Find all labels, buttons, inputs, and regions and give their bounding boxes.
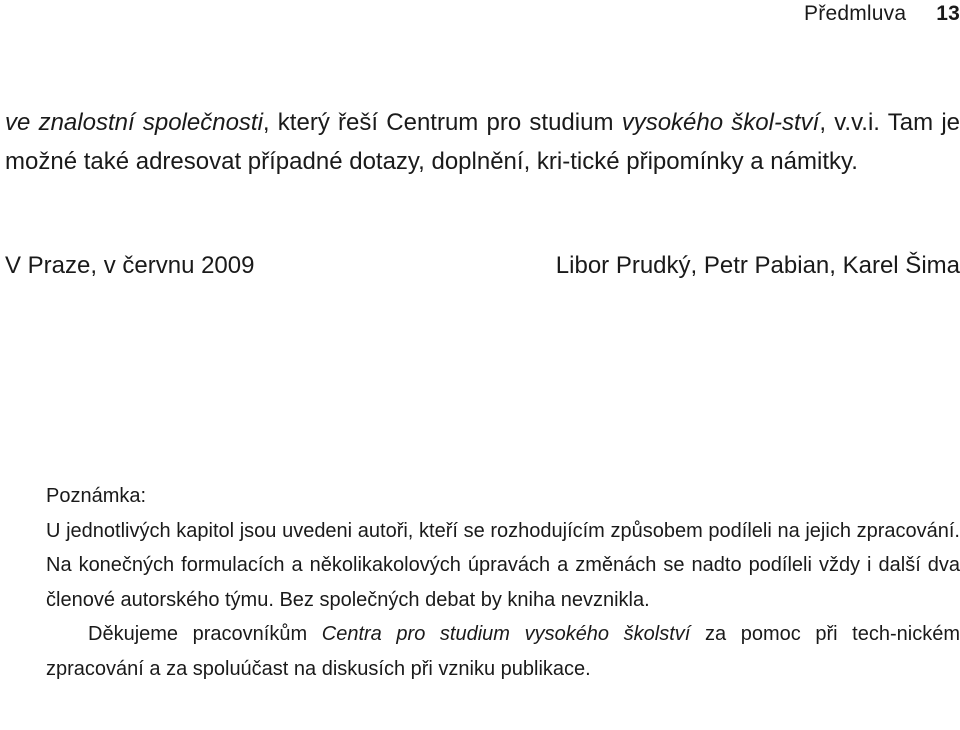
note-paragraph-2-italic: Centra pro studium vysokého školství: [321, 623, 691, 645]
note-block: [46, 479, 960, 686]
note-paragraph-1: U jednotlivých kapitol jsou uvedeni autoři, kteří se rozhodujícím způsobem podíleli na jejich zpracování. Na konečných formulacích a několikakolových úpravách a změnách se nadto podíleli vždy i další dva členové autorského týmu. Bez společných debat by kniha nevznikla.: [46, 519, 960, 611]
top-paragraph-italic-1: ve znalostní společnosti: [5, 109, 263, 136]
top-paragraph: [5, 103, 960, 181]
top-paragraph-text-2: , v.v.i. Tam je možné také adresovat případné dotazy, doplnění, kri-tické připomínky a námitky.: [5, 109, 960, 175]
top-paragraph-text-1: , který řeší Centrum pro studium: [262, 109, 622, 136]
authors: Libor Prudký, Petr Pabian, Karel Šima: [555, 252, 960, 279]
page-header: [804, 2, 960, 26]
note-paragraph-2-end: za pomoc při tech-nickém zpracování a za spoluúčast na diskusích při vzniku publikace.: [46, 623, 960, 680]
running-head-section: Předmluva: [804, 2, 907, 25]
place-date: V Praze, v červnu 2009: [5, 252, 255, 279]
note-paragraph-2-start: Děkujeme pracovníkům: [88, 623, 322, 645]
note-paragraph-2: [46, 617, 960, 686]
top-paragraph-italic-2: vysokého škol-ství: [621, 109, 820, 136]
page-number: 13: [936, 2, 960, 25]
note-label: Poznámka:: [46, 485, 147, 507]
